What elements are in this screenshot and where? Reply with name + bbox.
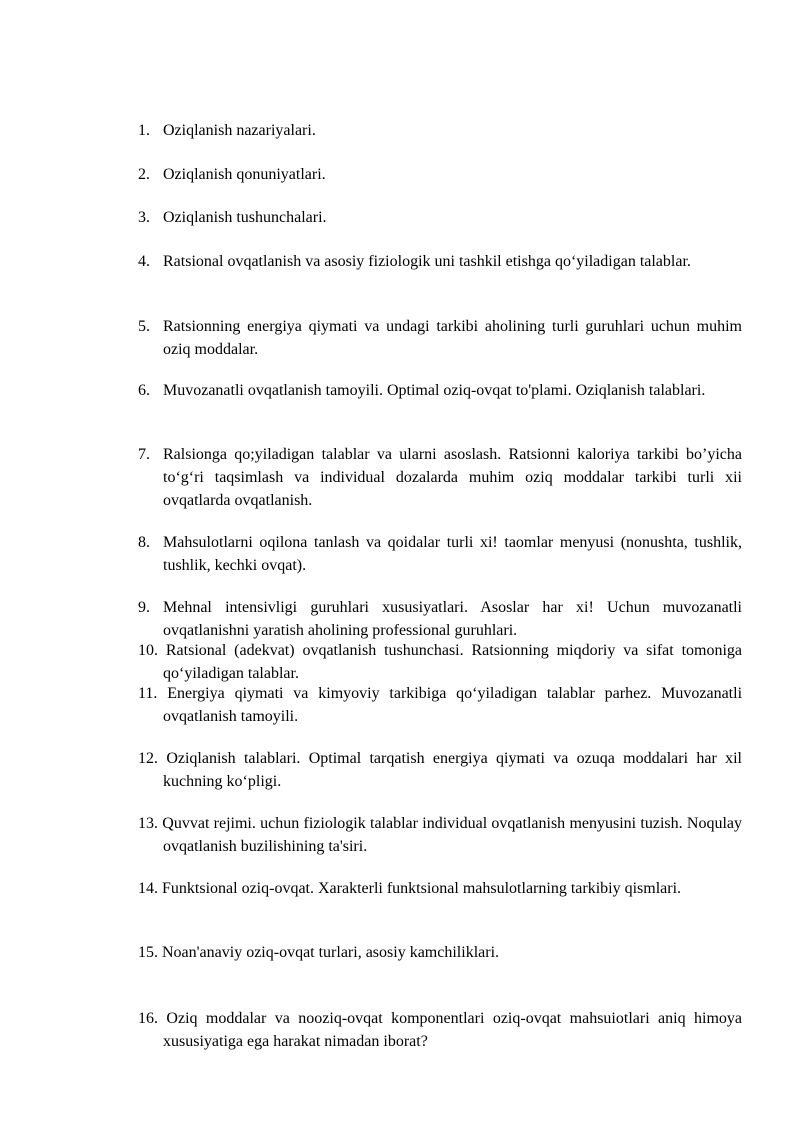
item-number: 10. bbox=[138, 642, 166, 659]
list-item bbox=[138, 747, 742, 793]
item-number: 12. bbox=[138, 750, 167, 767]
list-item bbox=[138, 206, 742, 229]
item-number: 2. bbox=[138, 166, 150, 183]
item-text: Funktsional oziq-ovqat. Xarakterli funktsional mahsulotlarning tarkibiy qismlari. bbox=[162, 880, 682, 897]
item-text: Ratsionning energiya qiymati va undagi tarkibi aholining turli guruhlari uchun muhim oziq moddalar. bbox=[163, 318, 742, 358]
list-item bbox=[138, 119, 742, 142]
list-item bbox=[138, 163, 742, 186]
item-number: 8. bbox=[138, 534, 150, 551]
item-number: 1. bbox=[138, 122, 150, 139]
item-number: 6. bbox=[138, 382, 150, 399]
item-text: Oziqlanish talablari. Optimal tarqatish energiya qiymati va ozuqa moddalari har xil kuchning ko‘pligi. bbox=[163, 750, 742, 790]
item-number: 16. bbox=[138, 1010, 167, 1027]
item-number: 7. bbox=[138, 446, 150, 463]
item-text: Mahsulotlarni oqilona tanlash va qoidalar turli xi! taomlar menyusi (nonushta, tushlik, tushlik, kechki ovqat). bbox=[163, 534, 742, 574]
list-item bbox=[138, 531, 742, 577]
item-text: Oziqlanish nazariyalari. bbox=[163, 122, 316, 139]
list-item bbox=[138, 379, 742, 402]
list-item bbox=[138, 812, 742, 858]
item-text: Mehnal intensivligi guruhlari xususiyatlari. Asoslar har xi! Uchun muvozanatli ovqatlanishni yaratish aholining professional guruhlari. bbox=[163, 599, 742, 639]
list-item bbox=[138, 877, 742, 900]
item-number: 5. bbox=[138, 318, 150, 335]
list-item bbox=[138, 639, 742, 685]
list-item bbox=[138, 682, 742, 728]
list-item bbox=[138, 596, 742, 642]
item-text: Ratsional ovqatlanish va asosiy fiziologik uni tashkil etishga qo‘yiladigan talablar. bbox=[163, 253, 691, 270]
item-text: Oziqlanish tushunchalari. bbox=[163, 209, 327, 226]
item-text: Quvvat rejimi. uchun fiziologik talablar individual ovqatlanish menyusini tuzish. Noqulay ovqatlanish buzilishining ta'siri. bbox=[162, 815, 742, 855]
item-number: 4. bbox=[138, 253, 150, 270]
list-item bbox=[138, 941, 742, 964]
list-item bbox=[138, 1007, 742, 1053]
item-number: 9. bbox=[138, 599, 150, 616]
list-item bbox=[138, 315, 742, 361]
list-item bbox=[138, 443, 742, 512]
item-text: Energiya qiymati va kimyoviy tarkibiga qo‘yiladigan talablar parhez. Muvozanatli ovqatlanish tamoyili. bbox=[163, 685, 743, 725]
item-number: 15. bbox=[138, 944, 162, 961]
item-text: Muvozanatli ovqatlanish tamoyili. Optimal oziq-ovqat to'plami. Oziqlanish talablari. bbox=[163, 382, 706, 399]
item-text: Ralsionga qo;yiladigan talablar va ularni asoslash. Ratsionni kaloriya tarkibi bo’yicha to‘g‘ri taqsimlash va individual dozalarda muhim oziq moddalar tarkibi turli xii ovqatlarda ovqatlanish. bbox=[163, 446, 742, 509]
item-number: 13. bbox=[138, 815, 163, 832]
item-text: Oziqlanish qonuniyatlari. bbox=[163, 166, 326, 183]
item-number: 11. bbox=[138, 685, 168, 702]
item-text: Ratsional (adekvat) ovqatlanish tushunchasi. Ratsionning miqdoriy va sifat tomoniga qo‘yiladigan talablar. bbox=[163, 642, 743, 682]
item-number: 3. bbox=[138, 209, 150, 226]
item-number: 14. bbox=[138, 880, 162, 897]
item-text: Noan'anaviy oziq-ovqat turlari, asosiy kamchiliklari. bbox=[162, 944, 500, 961]
list-item bbox=[138, 250, 742, 273]
item-text: Oziq moddalar va nooziq-ovqat komponentlari oziq-ovqat mahsuiotlari aniq himoya xususiyatiga ega harakat nimadan iborat? bbox=[163, 1010, 743, 1050]
